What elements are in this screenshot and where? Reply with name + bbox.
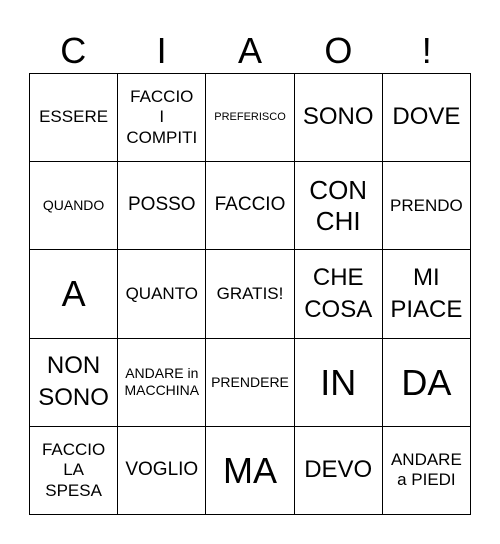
bingo-cell-r2-c3[interactable]: FACCIO: [206, 162, 294, 250]
bingo-cell-r2-c5[interactable]: PRENDO: [383, 162, 471, 250]
title-letter-exclamation: !: [421, 30, 432, 71]
bingo-cell-r5-c1[interactable]: FACCIO LA SPESA: [30, 427, 118, 515]
bingo-cell-r5-c2[interactable]: VOGLIO: [118, 427, 206, 515]
title-letter-a: A: [237, 30, 262, 71]
bingo-cell-r1-c5[interactable]: DOVE: [383, 74, 471, 162]
bingo-cell-r2-c1[interactable]: QUANDO: [30, 162, 118, 250]
bingo-cell-r3-c5[interactable]: MI PIACE: [383, 250, 471, 338]
bingo-cell-r2-c2[interactable]: POSSO: [118, 162, 206, 250]
bingo-cell-r1-c2[interactable]: FACCIO I COMPITI: [118, 74, 206, 162]
title-letter-i: I: [156, 30, 167, 71]
bingo-cell-r3-c1[interactable]: A: [30, 250, 118, 338]
bingo-cell-r3-c3[interactable]: GRATIS!: [206, 250, 294, 338]
bingo-cell-r3-c2[interactable]: QUANTO: [118, 250, 206, 338]
bingo-cell-r3-c4[interactable]: CHE COSA: [295, 250, 383, 338]
bingo-cell-r1-c1[interactable]: ESSERE: [30, 74, 118, 162]
bingo-cell-r5-c5[interactable]: ANDARE a PIEDI: [383, 427, 471, 515]
title-letter-o: O: [324, 30, 353, 71]
bingo-cell-r2-c4[interactable]: CON CHI: [295, 162, 383, 250]
bingo-cell-r5-c4[interactable]: DEVO: [295, 427, 383, 515]
bingo-cell-r1-c3[interactable]: PREFERISCO: [206, 74, 294, 162]
bingo-cell-r4-c3[interactable]: PRENDERE: [206, 339, 294, 427]
bingo-cell-r4-c2[interactable]: ANDARE in MACCHINA: [118, 339, 206, 427]
bingo-board: [29, 73, 471, 515]
bingo-cell-r4-c4[interactable]: IN: [295, 339, 383, 427]
bingo-cell-r1-c4[interactable]: SONO: [295, 74, 383, 162]
bingo-cell-r4-c5[interactable]: DA: [383, 339, 471, 427]
bingo-cell-r4-c1[interactable]: NON SONO: [30, 339, 118, 427]
bingo-title: [29, 28, 471, 74]
bingo-cell-r5-c3[interactable]: MA: [206, 427, 294, 515]
title-letter-c: C: [60, 30, 87, 71]
